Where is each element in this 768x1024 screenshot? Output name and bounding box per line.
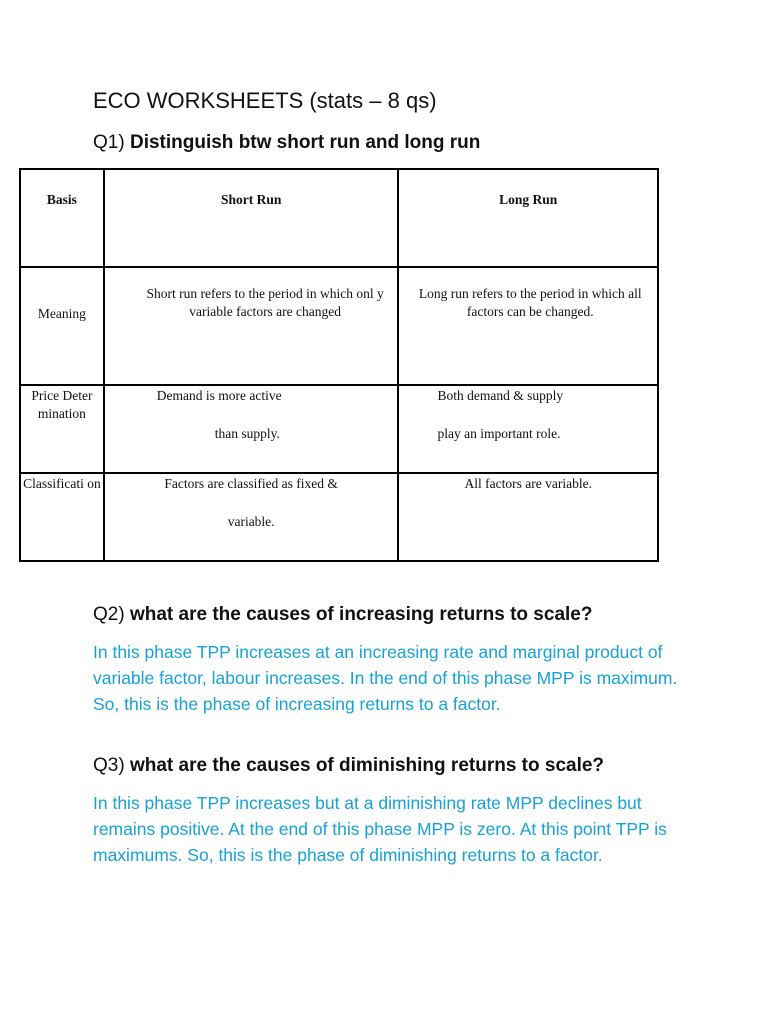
question-2 (93, 604, 592, 626)
comparison-table (19, 168, 659, 562)
answer-3: In this phase TPP increases but at a diminishing rate MPP declines but remains positive. At the end of this phase MPP is zero. At this point TPP is maximums. So, this is the phase of diminishing returns to a factor. (93, 793, 667, 865)
question-number: Q1) (93, 132, 125, 153)
question-1 (93, 132, 480, 154)
header-long-run: Long Run (398, 169, 658, 267)
long-run-cell: Both demand & supply play an important role. (398, 385, 658, 473)
short-run-cell: Demand is more active than supply. (104, 385, 399, 473)
question-3 (93, 755, 604, 777)
table-header-row (20, 169, 658, 267)
basis-cell: Classificati on (20, 473, 104, 561)
table-row (20, 473, 658, 561)
table-row (20, 267, 658, 385)
page-title: ECO WORKSHEETS (stats – 8 qs) (93, 88, 437, 113)
header-basis: Basis (20, 169, 104, 267)
question-number: Q3) (93, 755, 125, 776)
question-number: Q2) (93, 604, 125, 625)
short-run-cell: Factors are classified as fixed & variable. (104, 473, 399, 561)
header-short-run: Short Run (104, 169, 399, 267)
question-text: Distinguish btw short run and long run (129, 132, 481, 153)
question-text: what are the causes of diminishing returns to scale? (129, 755, 605, 776)
answer-2: In this phase TPP increases at an increasing rate and marginal product of variable factor, labour increases. In the end of this phase MPP is maximum. So, this is the phase of increasing returns to a factor. (93, 642, 678, 714)
short-run-cell: Short run refers to the period in which onl y variable factors are changed (104, 267, 399, 385)
question-text: what are the causes of increasing returns to scale? (129, 604, 593, 625)
basis-cell: Meaning (20, 267, 104, 385)
long-run-cell: All factors are variable. (398, 473, 658, 561)
table-row (20, 385, 658, 473)
long-run-cell: Long run refers to the period in which all factors can be changed. (398, 267, 658, 385)
basis-cell: Price Deter mination (20, 385, 104, 473)
